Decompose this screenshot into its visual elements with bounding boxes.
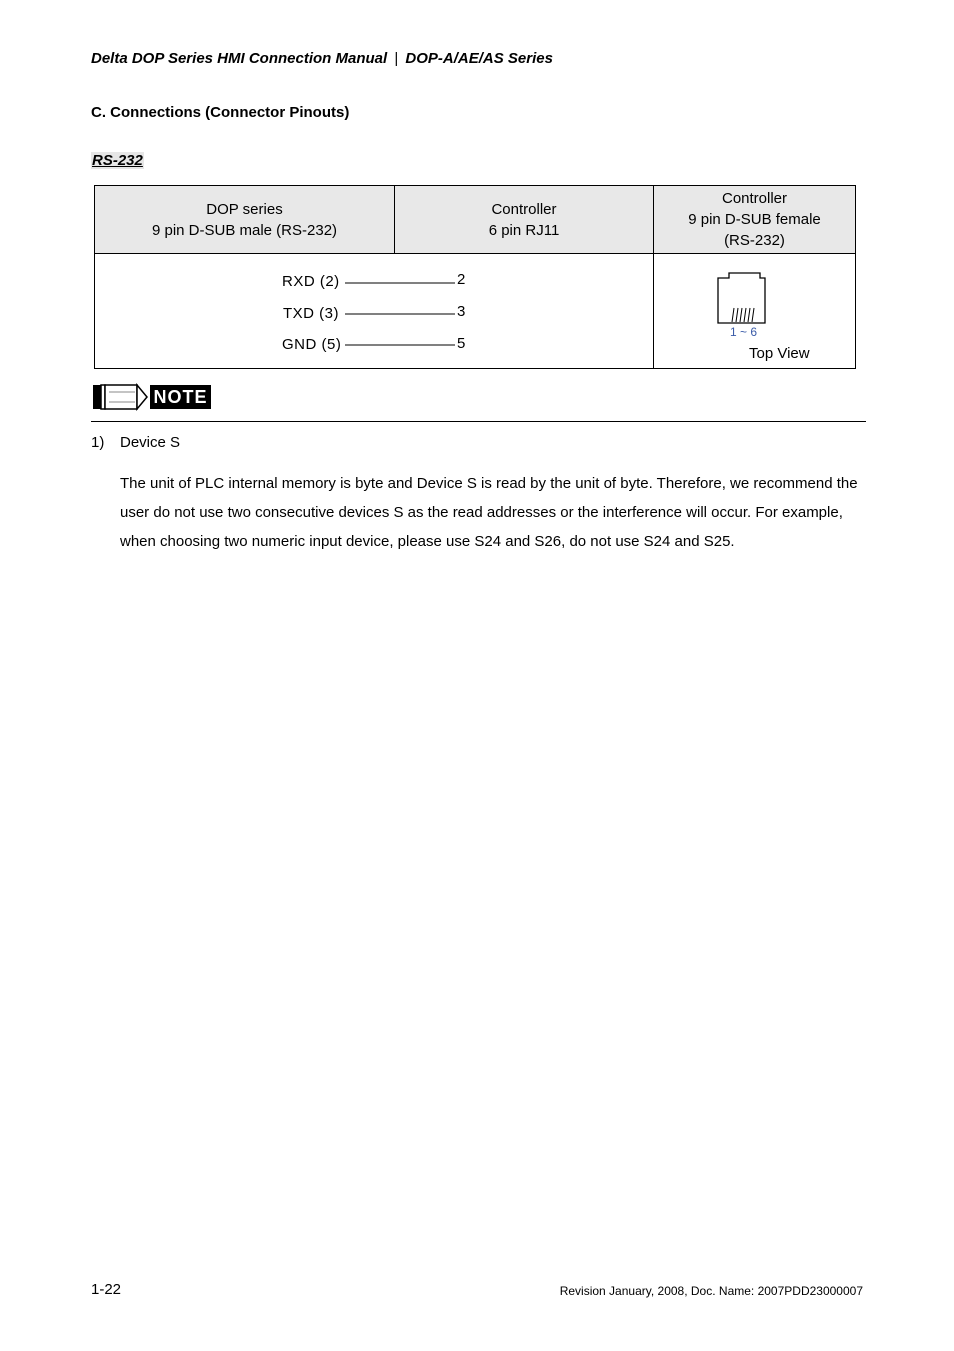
note-item-body: The unit of PLC internal memory is byte and Device S is read by the unit of byte. Therefore, we recommend the user do not use two consecutive devices S as the read addresses or the interference will occur. For example, when choosing two numeric input device, please use S24 and S26, do not use S24 and S25. [120,475,858,550]
dop-line1: DOP series [206,200,283,218]
signal-rxd: RXD (2) [282,273,340,290]
note-pencil-icon [91,383,149,411]
dsub-line2: 9 pin D-SUB female [688,211,821,228]
note-item-number: 1) [91,434,105,451]
pin-rj11-3: 3 [457,303,466,320]
note-divider [91,421,866,422]
signal-gnd: GND (5) [282,336,342,353]
note-marker [91,383,213,411]
signal-txd: TXD (3) [283,305,339,322]
pin-range-label: 1 ~ 6 [730,325,758,339]
rj11-line2: 6 pin RJ11 [488,221,560,239]
page-number: 1-22 [91,1281,122,1298]
dsub-line3: (RS-232) [724,232,785,249]
pinout-table [94,185,856,369]
connector-cell [653,253,856,369]
series-title: DOP-A/AE/AS Series [405,50,553,67]
pin-rj11-2: 2 [457,271,466,288]
subsection-title: RS-232 [92,152,143,169]
header-cell-dsub [653,185,856,254]
revision-info: Revision January, 2008, Doc. Name: 2007PDD23000007 [559,1284,863,1298]
dsub-line1: Controller [721,190,788,207]
manual-title: Delta DOP Series HMI Connection Manual [91,50,388,67]
rj11-connector-icon [716,270,776,328]
pin-rj11-5: 5 [457,335,466,352]
dop-line2: 9 pin D-SUB male (RS-232) [151,221,338,239]
top-view-caption: Top View [749,345,810,362]
section-title: C. Connections (Connector Pinouts) [91,104,350,121]
note-item-heading [91,434,180,451]
header-separator: | [394,50,399,67]
rj11-line1: Controller [491,200,557,218]
header-cell-dop [94,185,395,254]
header-cell-rj11 [394,185,654,254]
note-item-title: Device S [120,434,181,451]
running-header [91,50,553,67]
wiring-lines [335,254,475,370]
wiring-cell [94,253,654,369]
note-label: NOTE [150,385,211,409]
